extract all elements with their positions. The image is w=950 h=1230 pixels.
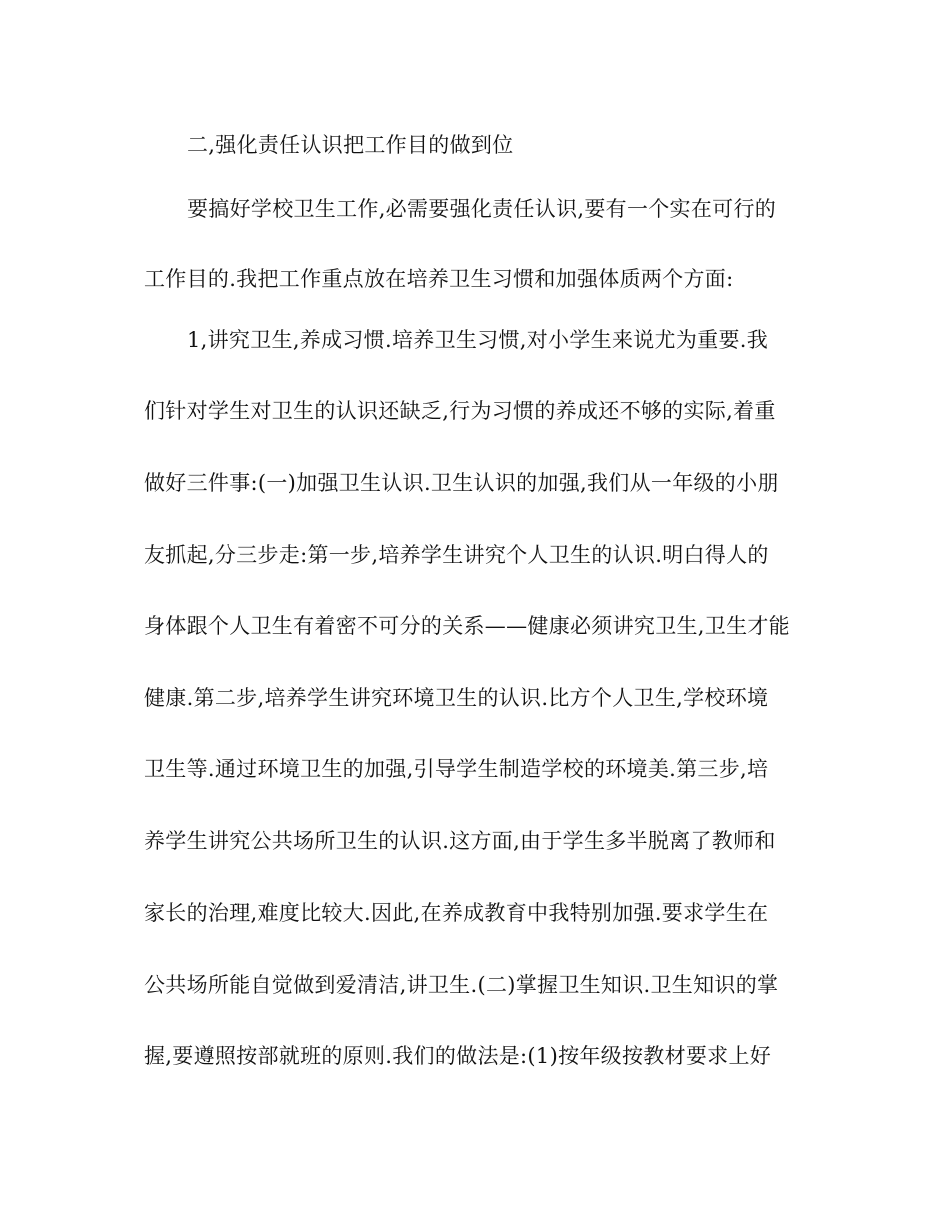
paragraph-line: 卫生等.通过环境卫生的加强,引导学生制造学校的环境美.第三步,培 bbox=[144, 757, 769, 781]
paragraph-line: 做好三件事:(一)加强卫生认识.卫生认识的加强,我们从一年级的小朋 bbox=[144, 471, 779, 495]
paragraph-line: 握,要遵照按部就班的原则.我们的做法是:(1)按年级按教材要求上好 bbox=[144, 1044, 772, 1068]
paragraph-line: 健康.第二步,培养学生讲究环境卫生的认识.比方个人卫生,学校环境 bbox=[144, 686, 769, 710]
paragraph-line: 养学生讲究公共场所卫生的认识.这方面,由于学生多半脱离了教师和 bbox=[144, 829, 776, 853]
paragraph-line: 公共场所能自觉做到爱清洁,讲卫生.(二)掌握卫生知识.卫生知识的掌 bbox=[144, 973, 779, 997]
paragraph-line: 们针对学生对卫生的认识还缺乏,行为习惯的养成还不够的实际,着重 bbox=[144, 399, 776, 423]
paragraph-line: 友抓起,分三步走:第一步,培养学生讲究个人卫生的认识.明白得人的 bbox=[144, 543, 769, 567]
paragraph-line: 工作目的.我把工作重点放在培养卫生习惯和加强体质两个方面: bbox=[144, 267, 734, 291]
section-heading: 二,强化责任认识把工作目的做到位 bbox=[187, 133, 514, 157]
paragraph-line: 要搞好学校卫生工作,必需要强化责任认识,要有一个实在可行的 bbox=[187, 197, 777, 221]
paragraph-line: 身体跟个人卫生有着密不可分的关系——健康必须讲究卫生,卫生才能 bbox=[144, 614, 790, 638]
paragraph-line: 1,讲究卫生,养成习惯.培养卫生习惯,对小学生来说尤为重要.我 bbox=[187, 328, 769, 352]
paragraph-line: 家长的治理,难度比较大.因此,在养成教育中我特别加强.要求学生在 bbox=[144, 901, 769, 925]
